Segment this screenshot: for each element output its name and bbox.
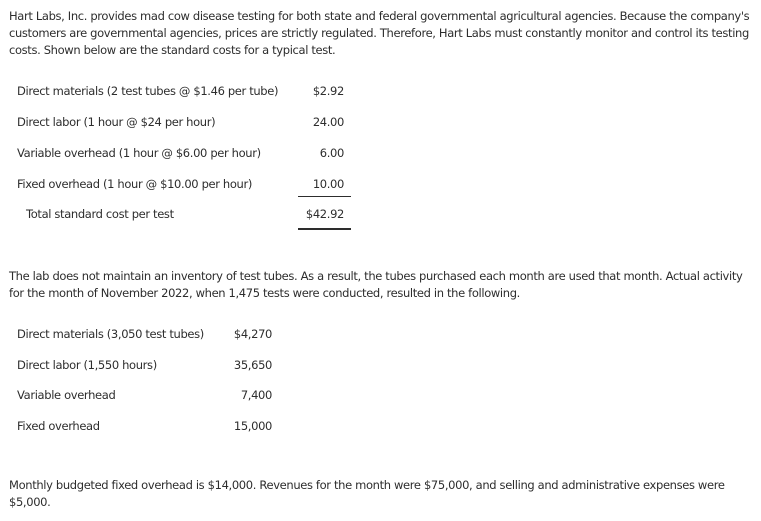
table-row [17, 83, 357, 99]
row-label: Variable overhead (1 hour @ $6.00 per hour) [17, 146, 261, 160]
row-amount: 35,650 [233, 358, 272, 372]
table-row [17, 418, 277, 434]
row-amount: 10.00 [312, 177, 344, 191]
row-label: Direct materials (3,050 test tubes) [17, 327, 204, 341]
intro-paragraph: Hart Labs, Inc. provides mad cow disease testing for both state and federal governmental agricultural agencies. Because the company's customers are governmental agencies, prices are strictly regulated. Therefore, Hart Labs must constantly monitor and control its testing costs. Shown below are the standard costs for a typical test. [9, 9, 750, 57]
table-row-total [17, 206, 357, 222]
row-label: Direct labor (1,550 hours) [17, 358, 157, 372]
table-row [17, 145, 357, 161]
total-rule [298, 228, 351, 230]
row-label: Variable overhead [17, 388, 116, 402]
table-row [17, 114, 357, 130]
row-amount: $4,270 [233, 327, 272, 341]
row-amount: $2.92 [312, 84, 344, 98]
closing-paragraph: Monthly budgeted fixed overhead is $14,000. Revenues for the month were $75,000, and selling and administrative expenses were $5,000. [9, 478, 725, 509]
row-label: Fixed overhead [17, 419, 100, 433]
actual-activity-paragraph: The lab does not maintain an inventory of test tubes. As a result, the tubes purchased each month are used that month. Actual activity for the month of November 2022, when 1,475 tests were conducted, resulted in the following. [9, 269, 743, 300]
total-label: Total standard cost per test [26, 207, 174, 221]
row-amount: 6.00 [319, 146, 344, 160]
row-amount: 24.00 [312, 115, 344, 129]
table-row [17, 176, 357, 192]
table-row [17, 357, 277, 373]
row-label: Direct labor (1 hour @ $24 per hour) [17, 115, 216, 129]
row-label: Direct materials (2 test tubes @ $1.46 per tube) [17, 84, 279, 98]
table-row [17, 387, 277, 403]
row-amount: 7,400 [240, 388, 272, 402]
table-row [17, 326, 277, 342]
total-amount: $42.92 [305, 207, 344, 221]
row-amount: 15,000 [233, 419, 272, 433]
row-label: Fixed overhead (1 hour @ $10.00 per hour) [17, 177, 253, 191]
subtotal-rule [298, 196, 351, 197]
